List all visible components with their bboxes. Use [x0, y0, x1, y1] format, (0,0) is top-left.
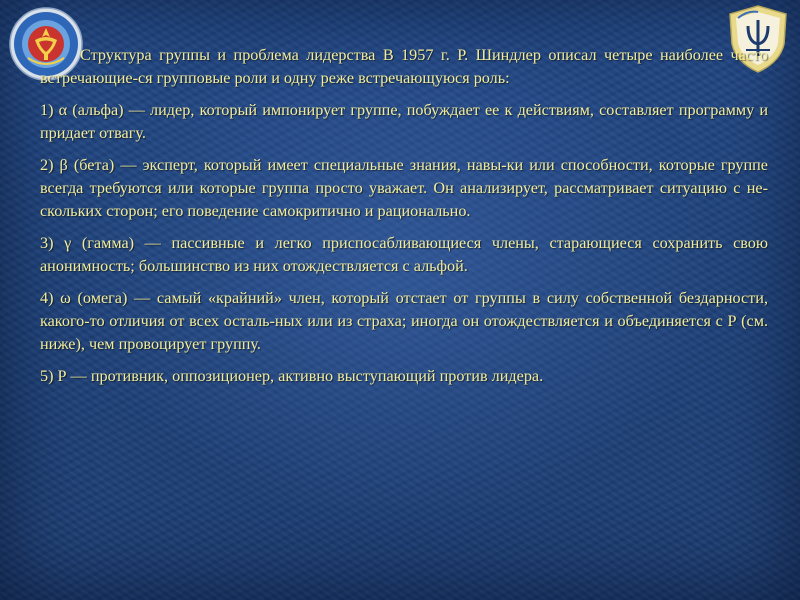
list-item-alpha: 1) α (альфа) — лидер, который импонирует группе, побуждает ее к действиям, составляет программу и придает отвагу. — [40, 100, 768, 143]
slide-intro: Структура группы и проблема лидерства В 1957 г. Р. Шиндлер описал четыре наиболее часто встречающие-ся групповые роли и одну реже встречающуюся роль: — [40, 46, 768, 88]
slide-text-block — [40, 44, 768, 396]
list-item-omega: 4) ω (омега) — самый «крайний» член, который отстает от группы в силу собственной бездарности, какого-то отличия от всех осталь-ных или из страха; иногда он отождествляется и объединяется с Р (см. ниже), чем провоцирует группу. — [40, 288, 768, 354]
list-item-beta: 2) β (бета) — эксперт, который имеет специальные знания, навы-ки или способности, которые группе всегда требуются или которые группа просто уважает. Он анализирует, рассматривает ситуацию с не-скольких сторон; его поведение самокритично и рационально. — [40, 155, 768, 221]
list-item-opponent: 5) Р — противник, оппозиционер, активно выступающий против лидера. — [40, 366, 544, 385]
list-item-gamma: 3) γ (гамма) — пассивные и легко приспосабливающиеся члены, старающиеся сохранить свою анонимность; большинство из них отождествляется с альфой. — [40, 233, 768, 276]
